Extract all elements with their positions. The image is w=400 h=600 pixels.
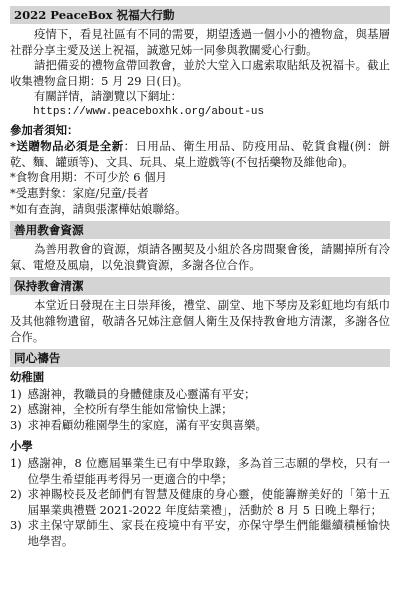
list-item: 1) 感謝神，8 位應屆畢業生已有中學取錄，多為首三志願的學校，只有一位學生希望能再考得另一更適合的中學；	[10, 456, 390, 486]
peacebox-details-label: 有關詳情，請瀏覽以下網址：	[33, 89, 183, 104]
primary-school-title: 小學	[10, 439, 33, 454]
note-food-expiry: *食物食用期：不可少於 6 個月	[10, 170, 167, 185]
primary-school-prayer-list	[10, 456, 390, 550]
participant-notes	[10, 139, 390, 217]
section-title-resources: 善用教會資源	[10, 221, 390, 239]
section-title-peacebox: 2022 PeaceBox 祝福大行動	[10, 6, 390, 24]
section-title-cleanliness: 保持教會清潔	[10, 277, 390, 295]
list-item: 3) 求神看顧幼稚園學生的家庭，滿有平安與喜樂。	[10, 417, 267, 432]
note-enquiry: *如有查詢，請與張潔樺姑娘聯絡。	[10, 201, 187, 216]
peacebox-section	[10, 27, 390, 121]
note-beneficiaries: *受惠對象：家庭/兒童/長者	[10, 185, 149, 200]
cleanliness-paragraph: 本堂近日發現在主日崇拜後，禮堂、副堂、地下琴房及彩虹地均有紙巾及其他雜物遺留，敬請各兄姊注意個人衛生及保持教會地方清潔，多謝各位合作。	[10, 298, 390, 344]
kindergarten-title: 幼稚園	[10, 370, 45, 385]
peacebox-website-link[interactable]: https://www.peaceboxhk.org/about-us	[33, 105, 265, 118]
resources-paragraph: 為善用教會的資源，煩請各團契及小組於各房間聚會後，請關掉所有冷氣、電燈及風扇，以免浪費資源，多謝各位合作。	[10, 242, 390, 272]
list-item: 2) 求神賜校長及老師們有智慧及健康的身心靈，使能籌辦美好的「第十五屆畢業典禮暨 2021-2022 年度結業禮」，活動於 8 月 5 日晚上舉行；	[10, 487, 390, 517]
peacebox-intro-paragraph: 疫情下，看見社區有不同的需要，期望透過一個小小的禮物盒，與基層社群分享主愛及送上祝福，誠邀兄姊一同參與教關愛心行動。	[10, 27, 390, 57]
kindergarten-prayer-list	[10, 387, 390, 434]
note-new-items-bold: *送贈物品必須是全新	[10, 139, 124, 154]
note-new-items	[10, 139, 390, 170]
note-new-items-detail: ：日用品、衛生用品、防疫用品、乾貨食糧(例：餅乾、麵、罐頭等)、文具、玩具、桌上遊戲等(不包括藥物及維他命)。	[10, 139, 390, 169]
section-title-prayer: 同心禱告	[10, 349, 390, 367]
list-item: 2) 感謝神，全校所有學生能如常愉快上課；	[10, 402, 233, 417]
peacebox-instructions-paragraph: 請把備妥的禮物盒帶回教會，並於大堂入口處索取貼紙及祝福卡。截止收集禮物盒日期：5 月 29 日(日)。	[10, 58, 390, 88]
list-item: 3) 求主保守眾師生、家長在疫境中有平安，亦保守學生們能繼續積極愉快地學習。	[10, 518, 390, 549]
participant-notes-title: 參加者須知：	[10, 122, 79, 137]
list-item: 1) 感謝神，教職員的身體健康及心靈滿有平安；	[10, 386, 256, 401]
